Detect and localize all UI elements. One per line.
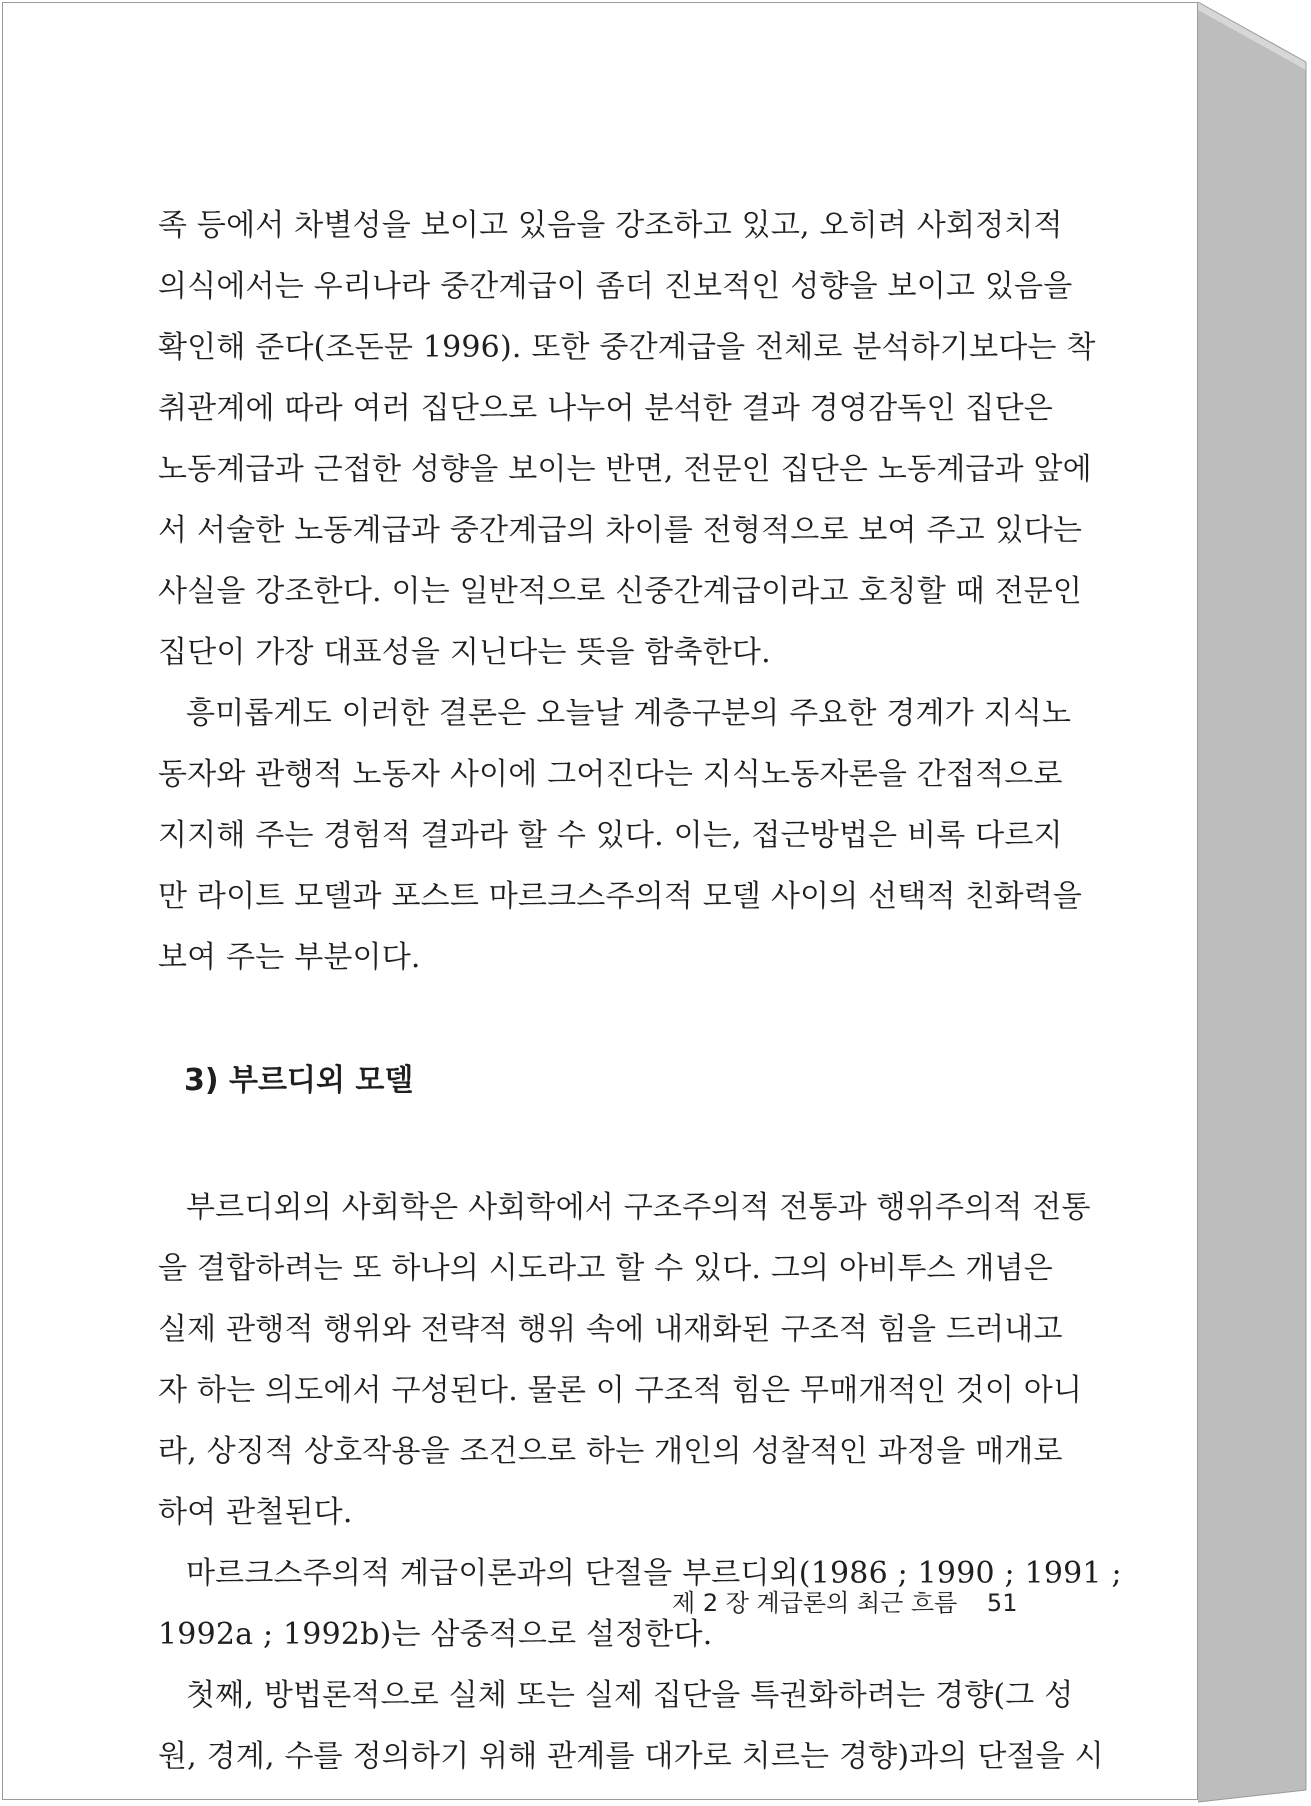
paragraph-2: [158, 683, 1083, 988]
text-line: 마르크스주의적 계급이론과의 단절을 부르디외(1986 ; 1990 ; 1991 ;: [186, 1556, 1122, 1591]
text-line: 을 결합하려는 또 하나의 시도라고 할 수 있다. 그의 아비투스 개념은: [158, 1251, 1053, 1286]
text-line: 서 서술한 노동계급과 중간계급의 차이를 전형적으로 보여 주고 있다는: [158, 513, 1083, 548]
paragraph-3: [158, 1177, 1091, 1543]
page-body: [158, 195, 1122, 1787]
running-footer: [672, 1583, 1018, 1618]
section-heading: 3) 부르디외 모델: [184, 1063, 414, 1098]
text-line: 원, 경계, 수를 정의하기 위해 관계를 대가로 치르는 경향)과의 단절을 시: [158, 1739, 1104, 1774]
paragraph-1: [158, 195, 1096, 683]
paragraph-5: [158, 1665, 1104, 1787]
text-line: 동자와 관행적 노동자 사이에 그어진다는 지식노동자론을 간접적으로: [158, 757, 1063, 792]
text-line: 1992a ; 1992b)는 삼중적으로 설정한다.: [158, 1617, 713, 1652]
text-line: 보여 주는 부분이다.: [158, 940, 421, 975]
text-line: 의식에서는 우리나라 중간계급이 좀더 진보적인 성향을 보이고 있음을: [158, 269, 1073, 304]
spacer: [158, 988, 1038, 1050]
footer-chapter-title: 계급론의 최근 흐름: [756, 1589, 958, 1617]
text-line: 지지해 주는 경험적 결과라 할 수 있다. 이는, 접근방법은 비록 다르지: [158, 818, 1063, 853]
text-line: 하여 관철된다.: [158, 1495, 353, 1530]
text-line: 집단이 가장 대표성을 지닌다는 뜻을 함축한다.: [158, 635, 771, 670]
text-line: 라, 상징적 상호작용을 조건으로 하는 개인의 성찰적인 과정을 매개로: [158, 1434, 1063, 1469]
page-number: 51: [986, 1589, 1018, 1617]
text-line: 실제 관행적 행위와 전략적 행위 속에 내재화된 구조적 힘을 드러내고: [158, 1312, 1063, 1347]
text-line: 노동계급과 근접한 성향을 보이는 반면, 전문인 집단은 노동계급과 앞에: [158, 452, 1092, 487]
footer-chapter: 제 2 장: [672, 1589, 749, 1617]
text-line: 족 등에서 차별성을 보이고 있음을 강조하고 있고, 오히려 사회정치적: [158, 208, 1063, 243]
spacer: [158, 1111, 1038, 1177]
text-line: 확인해 준다(조돈문 1996). 또한 중간계급을 전체로 분석하기보다는 착: [158, 330, 1096, 365]
text-line: 취관계에 따라 여러 집단으로 나누어 분석한 결과 경영감독인 집단은: [158, 391, 1053, 426]
text-line: 첫째, 방법론적으로 실체 또는 실제 집단을 특권화하려는 경향(그 성: [186, 1678, 1074, 1713]
text-line: 흥미롭게도 이러한 결론은 오늘날 계층구분의 주요한 경계가 지식노: [186, 696, 1072, 731]
text-line: 부르디외의 사회학은 사회학에서 구조주의적 전통과 행위주의적 전통: [186, 1190, 1091, 1225]
text-line: 자 하는 의도에서 구성된다. 물론 이 구조적 힘은 무매개적인 것이 아니: [158, 1373, 1083, 1408]
text-line: 만 라이트 모델과 포스트 마르크스주의적 모델 사이의 선택적 친화력을: [158, 879, 1083, 914]
text-line: 사실을 강조한다. 이는 일반적으로 신중간계급이라고 호칭할 때 전문인: [158, 574, 1083, 609]
